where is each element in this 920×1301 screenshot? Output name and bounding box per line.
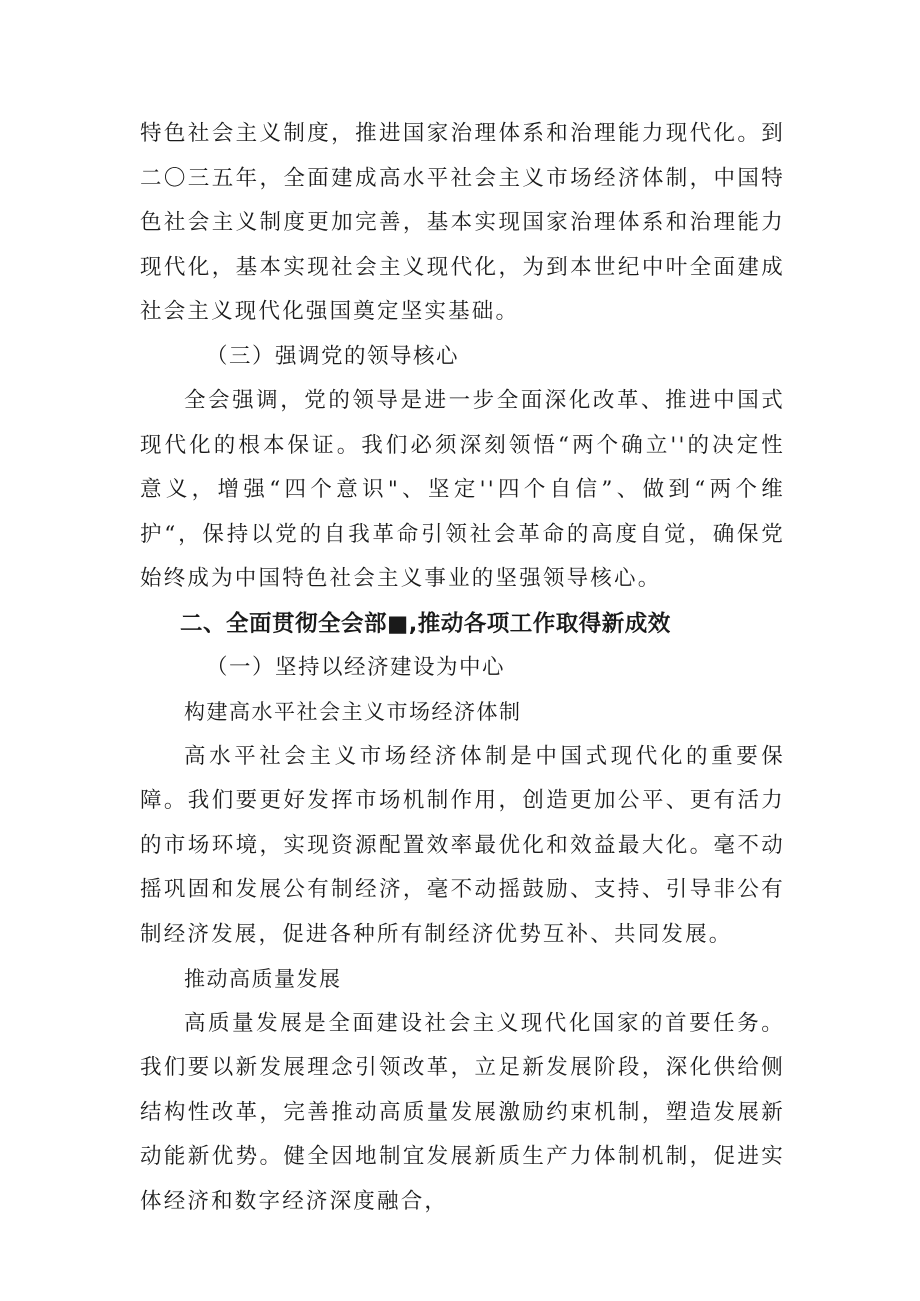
paragraph-party-leadership: 全会强调，党的领导是进一步全面深化改革、推进中国式现代化的根本保证。我们必须深刻领悟“两个确立''的决定性意义，增强“四个意识"、坚定''四个自信”、做到“两个维护“，保持以党的自我革命引领社会革命的高度自觉，确保党始终成为中国特色社会主义事业的坚强领导核心。: [140, 388, 785, 591]
document-page: [140, 112, 785, 1224]
subheading-economic-construction: （一）坚持以经济建设为中心: [206, 654, 506, 680]
topic-market-economy: 构建高水平社会主义市场经济体制: [184, 700, 522, 724]
paragraph-modernization-goals: 特色社会主义制度，推进国家治理体系和治理能力现代化。到二〇三五年，全面建成高水平社会主义市场经济体制，中国特色社会主义制度更加完善，基本实现国家治理体系和治理能力现代化，基本实现社会主义现代化，为到本世纪中叶全面建成社会主义现代化强国奠定坚实基础。: [140, 121, 785, 324]
topic-high-quality-development: 推动高质量发展: [184, 967, 342, 991]
paragraph-market-economy: 高水平社会主义市场经济体制是中国式现代化的重要保障。我们要更好发挥市场机制作用，创造更加公平、更有活力的市场环境，实现资源配置效率最优化和效益最大化。毫不动摇巩固和发展公有制经济，毫不动摇鼓励、支持、引导非公有制经济发展，促进各种所有制经济优势互补、共同发展。: [140, 743, 785, 947]
paragraph-high-quality-development: 高质量发展是全面建设社会主义现代化国家的首要任务。我们要以新发展理念引领改革，立足新发展阶段，深化供给侧结构性改革，完善推动高质量发展激励约束机制，塑造发展新动能新优势。健全因地制宜发展新质生产力体制机制，促进实体经济和数字经济深度融合，: [140, 1010, 785, 1214]
section-heading-implementation: 二、全面贯彻全会部■,推动各项工作取得新成效: [180, 610, 671, 637]
subheading-party-leadership: （三）强调党的领导核心: [206, 343, 460, 369]
